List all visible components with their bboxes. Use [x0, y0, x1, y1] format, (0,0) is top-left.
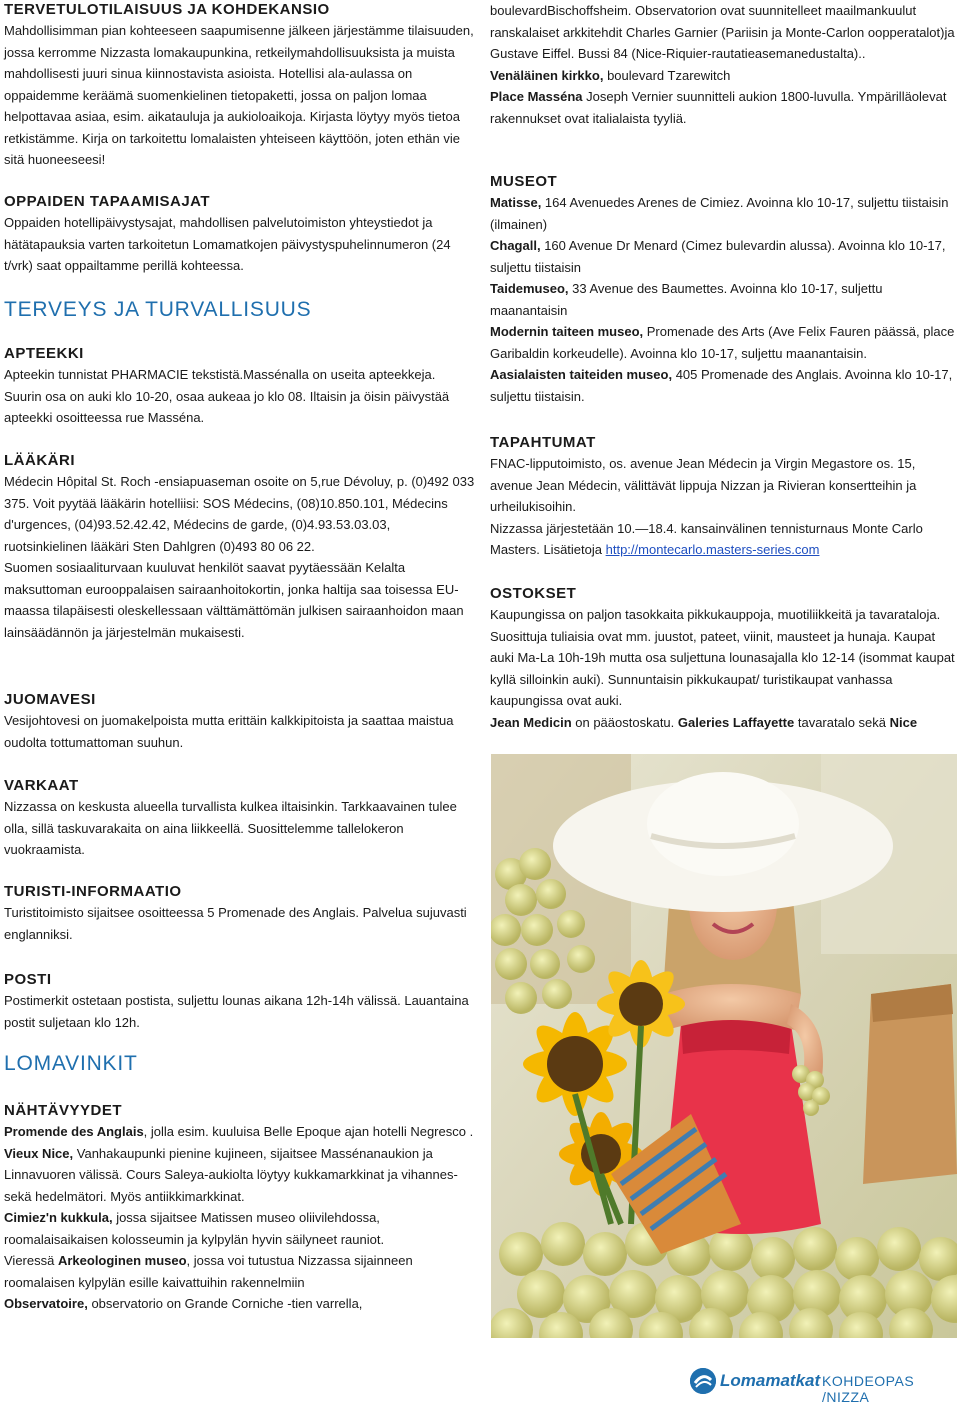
text: Promenade des Arts (Ave Felix Fauren päässä, place Garibaldin korkeudelle). Avoinna klo 10-17, suljettu maanantaisin. — [490, 324, 955, 361]
section-nahtavyydet — [4, 1101, 476, 1315]
bold-term: Observatoire, — [4, 1296, 88, 1311]
section-laakari — [4, 451, 476, 643]
paragraph — [490, 712, 956, 734]
section-nahtavyydet-continued — [490, 0, 956, 129]
section-museot — [490, 172, 956, 407]
section-ostokset — [490, 584, 956, 733]
section-juomavesi — [4, 690, 476, 753]
section-posti — [4, 970, 476, 1033]
section-title: LÄÄKÄRI — [4, 452, 75, 469]
paragraph — [4, 1121, 476, 1143]
section-text: Postimerkit ostetaan postista, suljettu lounas aikana 12h-14h välissä. Lauantaina postit suljetaan klo 12h. — [4, 993, 469, 1030]
bold-term: Venäläinen kirkko, — [490, 67, 604, 83]
masters-link[interactable]: http://montecarlo.masters-series.com — [605, 542, 820, 557]
bold-term: Matisse, — [490, 195, 542, 210]
lomamatkat-swirl-logo-icon — [690, 1368, 716, 1394]
section-title: TERVETULOTILAISUUS JA KOHDEKANSIO — [4, 1, 330, 18]
market-woman-photo — [491, 754, 957, 1338]
text: , jossa voi tutustua Nizzassa sijainneen roomalaisen kylpylän esille kaivattuihin rakennelmiin — [4, 1253, 413, 1290]
paragraph — [4, 1250, 476, 1293]
text: boulevard Tzarewitch — [603, 67, 731, 83]
text: on pääostoskatu. — [571, 714, 678, 730]
bold-term: Aasialaisten taiteiden museo, — [490, 367, 673, 382]
text: 405 Promenade des Anglais. Avoinna klo 10-17, suljettu tiistaisin. — [490, 367, 953, 404]
paragraph — [490, 192, 956, 235]
section-title: NÄHTÄVYYDET — [4, 1102, 123, 1119]
paragraph — [490, 235, 956, 278]
text: 164 Avenuedes Arenes de Cimiez. Avoinna klo 10-17, suljettu tiistaisin (ilmainen) — [490, 195, 949, 232]
footer — [690, 1368, 958, 1405]
text: , jolla esim. kuuluisa Belle Epoque ajan hotelli Negresco . — [143, 1124, 474, 1139]
section-title: OSTOKSET — [490, 585, 577, 602]
paragraph: Kaupungissa on paljon tasokkaita pikkukauppoja, muotiliikkeitä ja tavarataloja. Suosittuja tuliaisia ovat mm. juustot, pateet, viinit, mausteet ja hunaja. Kaupat auki Ma-La 10h-19h mutta osa suljettuna lounasajalla klo 12-14 (isommat kaupat kyllä silloinkin auki). Sunnuntaisin pikkukaupat/ turistikaupat vanhassa kaupungissa ovat auki. — [490, 607, 955, 708]
text: Joseph Vernier suunnitteli aukion 1800-luvulla. Ympärilläolevat rakennukset ovat italialaista tyyliä. — [490, 89, 947, 126]
section-title: POSTI — [4, 971, 52, 988]
text: Nizzassa järjestetään 10.—18.4. kansainvälinen tennisturnaus Monte Carlo Masters. Lisätietoja — [490, 520, 923, 557]
woman-with-hat-and-sunflowers-at-market-photo — [491, 754, 957, 1338]
text: 33 Avenue des Baumettes. Avoinna klo 10-17, suljettu maanantaisin — [490, 281, 883, 318]
text: observatorio on Grande Corniche -tien varrella, — [87, 1296, 363, 1311]
bold-term: Jean Medicin — [490, 714, 572, 730]
paragraph — [490, 518, 956, 561]
bold-term: Nice — [889, 714, 918, 730]
brand-logo-text: Lomamatkat — [720, 1371, 821, 1390]
section-title: JUOMAVESI — [4, 691, 96, 708]
paragraph — [490, 86, 956, 129]
section-turisti — [4, 882, 476, 945]
section-title: MUSEOT — [490, 173, 558, 190]
bold-term: Modernin taiteen museo, — [490, 324, 644, 339]
footer-label: KOHDEOPAS /NIZZA — [822, 1373, 915, 1405]
bold-term: Chagall, — [490, 238, 541, 253]
paragraph — [490, 364, 956, 407]
section-text: Vesijohtovesi on juomakelpoista mutta erittäin kalkkipitoista ja saattaa maistua oudolta tottumattoman suuhun. — [4, 713, 454, 750]
section-text: Turistitoimisto sijaitsee osoitteessa 5 Promenade des Anglais. Palvelua sujuvasti englanniksi. — [4, 905, 467, 942]
text: jossa sijaitsee Matissen museo oliivilehdossa, roomalaisaikaisen kolosseumin ja kylpylän hyvin säilyneet rauniot. — [4, 1210, 385, 1247]
section-title: TAPAHTUMAT — [490, 434, 596, 451]
paragraph — [4, 1207, 476, 1250]
section-oppaiden — [4, 192, 476, 277]
text: 160 Avenue Dr Menard (Cimez bulevardin alussa). Avoinna klo 10-17, suljettu tiistaisin — [490, 238, 946, 275]
paragraph: FNAC-lipputoimisto, os. avenue Jean Médecin ja Virgin Megastore os. 15, avenue Jean Médecin, välittävät lippuja Nizzan ja Rivieran konsertteihin ja urheilukisoihin. — [490, 456, 917, 514]
section-tervetulo — [4, 0, 476, 171]
paragraph — [490, 65, 956, 87]
bold-term: Place Masséna — [490, 89, 583, 104]
section-text: Mahdollisimman pian kohteeseen saapumisenne jälkeen järjestämme tilaisuuden, jossa kerromme Nizzasta lomakaupunkina, retkeilymahdollisuuksista ja muista mahdollisesti juuri sinua kiinnostavista asioista. Hotellisi ala-aulassa on oppaidemme keräämä suomenkielinen tietopaketti, jossa on paljon lomaa helpottavaa asiaa, esim. aikatauluja ja aukioloaikoja. Kirjasta löytyy myös tietoa retkistämme. Kirja on tarkoitettu lomalaisten yhteiseen käyttöön, joten ethän vie sitä huoneeseesi! — [4, 23, 474, 167]
section-varkaat — [4, 776, 476, 861]
paragraph — [4, 1143, 476, 1208]
section-apteekki — [4, 344, 476, 429]
major-heading: LOMAVINKIT — [4, 1052, 138, 1075]
section-title: APTEEKKI — [4, 345, 84, 362]
paragraph: boulevardBischoffsheim. Observatorion ovat suunnitelleet maailmankuulut ranskalaiset arkkitehdit Charles Garnier (Pariisin ja Monte-Carlon oopperatalot)ja Gustave Eiffel. Bussi 84 (Nice-Riquier-rautatieasemanedustalta).. — [490, 3, 955, 61]
bold-term: Taidemuseo, — [490, 281, 569, 296]
section-text: Suomen sosiaaliturvaan kuuluvat henkilöt saavat pyytäessään Kelalta maksuttoman eurooppalaisen sairaanhoitokortin, jonka haltija saa toisessa EU-maassa tilapäisesti oleskellessaan välttämättömän julkisen sairaanhoidon maan lainsäädännön ja järjestelmän mukaisesti. — [4, 560, 464, 640]
section-text: Apteekin tunnistat PHARMACIE tekstistä.Massénalla on useita apteekkeja. Suurin osa on auki klo 10-20, osaa aukeaa jo klo 08. Iltaisin ja öisin päivystää apteekki osoitteessa rue Masséna. — [4, 367, 450, 425]
section-title: VARKAAT — [4, 777, 79, 794]
section-title: TURISTI-INFORMAATIO — [4, 883, 182, 900]
bold-term: Arkeologinen museo — [57, 1253, 187, 1268]
section-text: Nizzassa on keskusta alueella turvallista kulkea iltaisinkin. Tarkkaavainen tulee olla, sillä taskuvarakaita on aina liikkeellä. Suosittelemme tallelokeron vuokraamista. — [4, 799, 457, 857]
bold-term: Cimiez'n kukkula, — [4, 1210, 113, 1225]
paragraph — [490, 278, 956, 321]
paragraph — [4, 1293, 476, 1315]
heading-terveys — [4, 297, 476, 323]
paragraph — [490, 321, 956, 364]
section-tapahtumat — [490, 433, 956, 561]
text: Vanhakaupunki pienine kujineen, sijaitsee Massénanaukion ja Linnavuoren välissä. Cours Saleya-aukiolta löytyy kukkamarkkinat ja vihannes- sekä hedelmätori. Myös antiikkimarkkinat. — [4, 1145, 458, 1204]
section-text: Oppaiden hotellipäivystysajat, mahdollisen palvelutoimiston yhteystiedot ja hätätapauksia varten tarkoitetun Lomamatkojen päivystyspuhelinnumeron (24 t/vrk) saat oppailtamme perillä kohteessa. — [4, 215, 451, 273]
major-heading: TERVEYS JA TURVALLISUUS — [4, 298, 312, 321]
text: Vieressä — [4, 1253, 58, 1268]
heading-lomavinkit — [4, 1051, 476, 1077]
section-text: Médecin Hôpital St. Roch -ensiapuaseman osoite on 5,rue Dévoluy, p. (0)492 033 375. Voit pyytää lääkärin hotelliisi: SOS Médecins, (08)10.850.101, Médecins d'urgences, (04)93.52.42.42, Médecins de garde, (0)4.93.53.03.03, ruotsinkielinen lääkäri Sten Dahlgren (0)493 80 06 22. — [4, 474, 475, 554]
logo-swirl-icon — [690, 1368, 716, 1394]
bold-term: Promende des Anglais — [4, 1124, 144, 1139]
bold-term: Vieux Nice, — [4, 1145, 74, 1161]
bold-term: Galeries Laffayette — [677, 714, 795, 730]
text: tavaratalo sekä — [794, 714, 890, 730]
section-title: OPPAIDEN TAPAAMISAJAT — [4, 193, 211, 210]
